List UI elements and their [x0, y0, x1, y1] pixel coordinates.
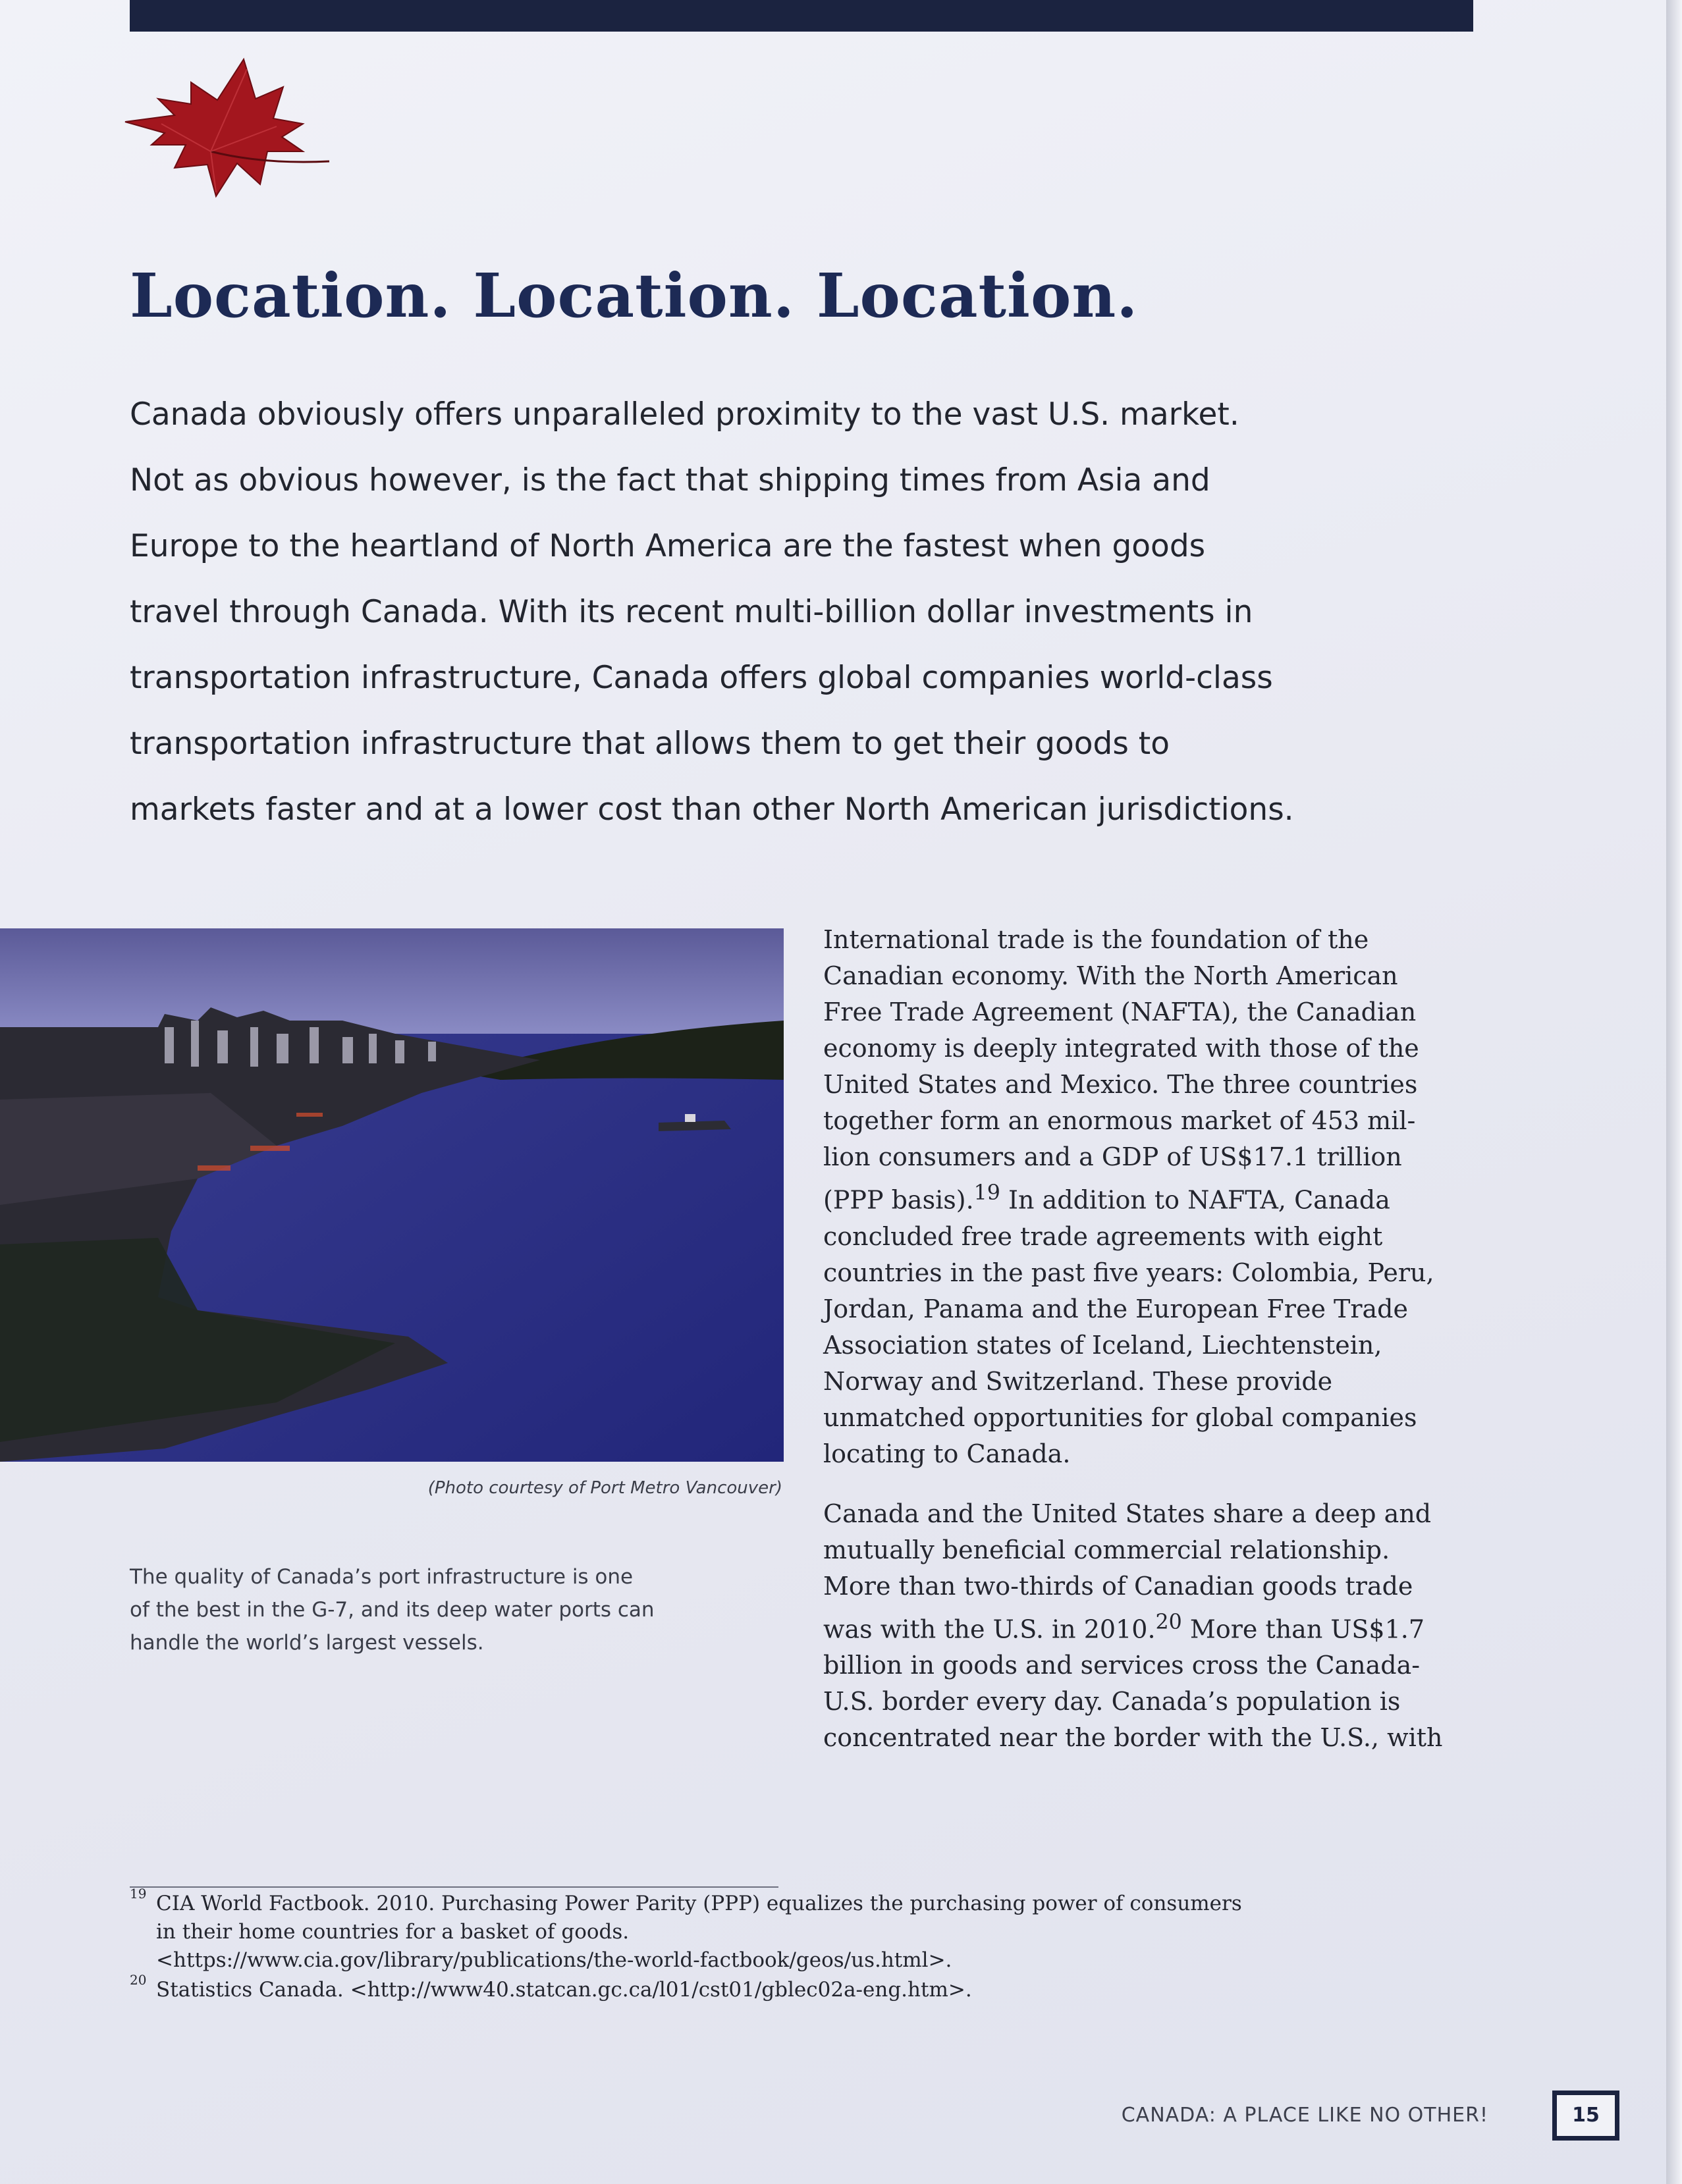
- intro-paragraph: [130, 382, 1618, 843]
- body-line: was with the U.S. in 2010.: [823, 1614, 1156, 1644]
- body-line: concentrated near the border with the U.S., with: [823, 1723, 1443, 1753]
- body-line: economy is deeply integrated with those of the: [823, 1034, 1419, 1063]
- page-number-box: 15: [1552, 2091, 1619, 2141]
- body-line: Association states of Iceland, Liechtenstein,: [823, 1330, 1382, 1360]
- paragraph-trade: [823, 922, 1488, 1472]
- body-line: Jordan, Panama and the European Free Trade: [823, 1294, 1408, 1323]
- footnote-link[interactable]: <https://www.cia.gov/library/publications/the-world-factbook/geos/us.html>.: [156, 1948, 952, 1972]
- body-line: More than two-thirds of Canadian goods trade: [823, 1571, 1413, 1601]
- intro-line: travel through Canada. With its recent multi-billion dollar investments in: [130, 594, 1253, 630]
- body-line: billion in goods and services cross the Canada-: [823, 1651, 1421, 1680]
- body-line: mutually beneficial commercial relationship.: [823, 1535, 1390, 1564]
- footer-title: CANADA: A PLACE LIKE NO OTHER!: [1121, 2104, 1488, 2127]
- body-line: International trade is the foundation of the: [823, 925, 1369, 954]
- intro-line: transportation infrastructure, Canada offers global companies world-class: [130, 660, 1273, 696]
- port-aerial-photo: [0, 928, 784, 1462]
- footnote-number: 19: [130, 1886, 147, 1902]
- page-edge: [1666, 0, 1682, 2184]
- footnote-line: CIA World Factbook. 2010. Purchasing Power Parity (PPP) equalizes the purchasing power of consumers: [156, 1892, 1242, 1915]
- photo-caption: [130, 1560, 762, 1659]
- body-line: Canada and the United States share a deep and: [823, 1499, 1432, 1528]
- body-line: United States and Mexico. The three countries: [823, 1070, 1418, 1099]
- body-line: lion consumers and a GDP of US$17.1 trillion: [823, 1142, 1402, 1171]
- intro-line: Europe to the heartland of North America are the fastest when goods: [130, 528, 1206, 564]
- body-line: (PPP basis).: [823, 1185, 974, 1215]
- footnote-ref: 20: [1155, 1610, 1182, 1634]
- footnote-19: [130, 1886, 1513, 1975]
- page-title: Location. Location. Location.: [130, 260, 1139, 331]
- body-line: together form an enormous market of 453 mil-: [823, 1106, 1416, 1135]
- body-line: unmatched opportunities for global companies: [823, 1402, 1417, 1432]
- footnote-ref: 19: [973, 1181, 1000, 1205]
- body-line: More than US$1.7: [1181, 1614, 1425, 1644]
- caption-line: The quality of Canada’s port infrastructure is one: [130, 1565, 634, 1589]
- maple-leaf-icon: [112, 53, 336, 204]
- top-color-bar: [130, 0, 1473, 32]
- body-line: countries in the past five years: Colombia, Peru,: [823, 1258, 1434, 1287]
- footnote-link[interactable]: Statistics Canada. <http://www40.statcan.gc.ca/l01/cst01/gblec02a-eng.htm>.: [156, 1978, 972, 2002]
- photo-credit: (Photo courtesy of Port Metro Vancouver): [427, 1478, 782, 1498]
- intro-line: Canada obviously offers unparalleled proximity to the vast U.S. market.: [130, 396, 1239, 433]
- body-line: locating to Canada.: [823, 1439, 1071, 1468]
- paragraph-us-relationship: [823, 1496, 1488, 1757]
- footnote-line: in their home countries for a basket of goods.: [156, 1920, 630, 1944]
- body-line: Canadian economy. With the North American: [823, 961, 1398, 990]
- body-line: concluded free trade agreements with eight: [823, 1221, 1383, 1251]
- body-line: In addition to NAFTA, Canada: [1000, 1185, 1390, 1215]
- intro-line: transportation infrastructure that allows them to get their goods to: [130, 726, 1170, 762]
- caption-line: of the best in the G-7, and its deep water ports can: [130, 1598, 655, 1622]
- footnote-divider: [130, 1886, 778, 1888]
- caption-line: handle the world’s largest vessels.: [130, 1631, 484, 1655]
- body-line: Norway and Switzerland. These provide: [823, 1366, 1333, 1396]
- footnote-number: 20: [130, 1972, 147, 1988]
- intro-line: markets faster and at a lower cost than other North American jurisdictions.: [130, 791, 1294, 828]
- body-column: [823, 922, 1488, 1780]
- footnote-20: [130, 1972, 1513, 2004]
- footnotes: [130, 1886, 1513, 2006]
- body-line: Free Trade Agreement (NAFTA), the Canadian: [823, 998, 1417, 1026]
- body-line: U.S. border every day. Canada’s population is: [823, 1687, 1401, 1717]
- intro-line: Not as obvious however, is the fact that shipping times from Asia and: [130, 462, 1210, 498]
